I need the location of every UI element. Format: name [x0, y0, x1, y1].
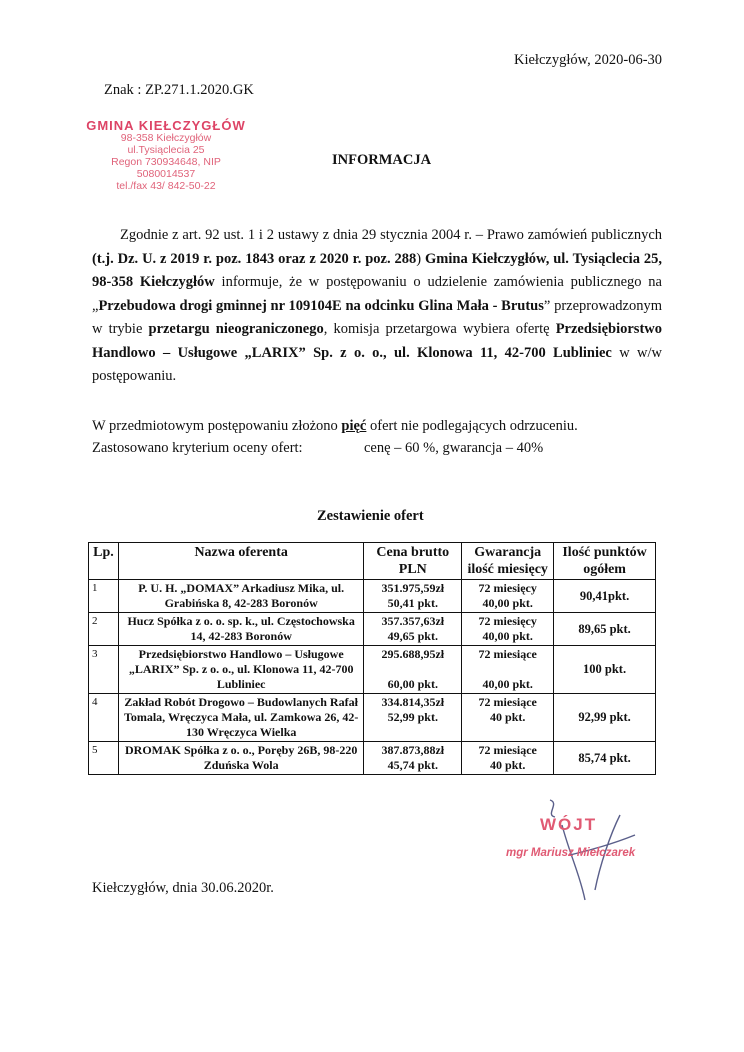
- price-value: 334.814,35zł: [381, 695, 445, 709]
- price-points: 52,99 pkt.: [387, 710, 438, 724]
- price-value: 351.975,59zł: [381, 581, 445, 595]
- header-price: Cena brutto PLN: [364, 543, 462, 580]
- row-warranty: [462, 613, 554, 646]
- offers-table: [88, 542, 656, 775]
- warranty-points: 40,00 pkt.: [482, 596, 533, 610]
- contracting-authority: Gmina Kiełczygłów, ul. Tysiąclecia 25, 98-358 Kiełczygłów: [92, 250, 662, 290]
- warranty-points: 40 pkt.: [490, 758, 526, 772]
- row-name: Zakład Robót Drogowo – Budowlanych Rafał Tomala, Wręczyca Mała, ul. Zamkowa 26, 42-130 Wręczyca Wielka: [118, 694, 363, 742]
- text: , komisja przetargowa wybiera ofertę: [323, 321, 556, 337]
- price-points: 45,74 pkt.: [387, 758, 438, 772]
- text: informuje, że w postępowaniu o udzielenie zamówienia publicznego na „: [92, 274, 662, 314]
- table-row: [89, 613, 656, 646]
- table-row: [89, 742, 656, 775]
- row-name: DROMAK Spółka z o. o., Poręby 26B, 98-220 Zduńska Wola: [118, 742, 363, 775]
- row-total: 100 pkt.: [554, 646, 656, 694]
- signature-title: WÓJT: [540, 815, 598, 834]
- text: ” przeprowadzonym w trybie: [92, 297, 662, 337]
- text: Zgodnie z art. 92 ust. 1 i 2 ustawy z dnia 29 stycznia 2004 r. – Prawo zamówień publicznych: [120, 227, 662, 243]
- price-value: 387.873,88zł: [381, 743, 445, 757]
- row-name: P. U. H. „DOMAX” Arkadiusz Mika, ul. Grabińska 8, 42-283 Boronów: [118, 580, 363, 613]
- row-price: [364, 694, 462, 742]
- row-warranty: [462, 646, 554, 694]
- table-row: [89, 580, 656, 613]
- criteria-value: cenę – 60 %, gwarancja – 40%: [364, 440, 544, 456]
- legal-basis: (t.j. Dz. U. z 2019 r. poz. 1843 oraz z 2020 r. poz. 288: [92, 250, 417, 267]
- header-name: Nazwa oferenta: [118, 543, 363, 580]
- municipality-stamp: [82, 120, 250, 192]
- warranty-value: 72 miesięcy: [478, 581, 537, 595]
- row-lp: 3: [89, 646, 119, 694]
- price-value: 295.688,95zł: [381, 647, 445, 661]
- place-date: Kiełczygłów, 2020-06-30: [514, 52, 663, 68]
- row-price: [364, 613, 462, 646]
- warranty-value: 72 miesiące: [478, 695, 537, 709]
- row-warranty: [462, 742, 554, 775]
- selected-contractor: Przedsiębiorstwo Handlowo – Usługowe „LARIX” Sp. z o. o., ul. Klonowa 11, 42-700 Lubliniec: [92, 321, 662, 361]
- header-lp: Lp.: [89, 543, 119, 580]
- reference-number: Znak : ZP.271.1.2020.GK: [104, 82, 254, 98]
- price-points: 50,41 pkt.: [387, 596, 438, 610]
- text: W przedmiotowym postępowaniu złożono: [92, 418, 342, 434]
- warranty-points: 40,00 pkt.: [482, 629, 533, 643]
- row-total: 89,65 pkt.: [554, 613, 656, 646]
- row-lp: 5: [89, 742, 119, 775]
- criteria-line: [92, 440, 544, 457]
- criteria-label: Zastosowano kryterium oceny ofert:: [92, 440, 303, 456]
- text: w w/w postępowaniu.: [92, 344, 662, 384]
- row-lp: 1: [89, 580, 119, 613]
- row-total: 85,74 pkt.: [554, 742, 656, 775]
- warranty-points: 40 pkt.: [490, 710, 526, 724]
- header-warranty: Gwarancja ilość miesięcy: [462, 543, 554, 580]
- row-warranty: [462, 580, 554, 613]
- contract-name: Przebudowa drogi gminnej nr 109104E na odcinku Glina Mała - Brutus: [98, 297, 544, 314]
- row-price: [364, 580, 462, 613]
- table-title: Zestawienie ofert: [317, 508, 424, 524]
- stamp-line: 98-358 Kiełczygłów: [120, 132, 212, 144]
- row-lp: 4: [89, 694, 119, 742]
- procedure-mode: przetargu nieograniczonego: [148, 321, 324, 337]
- signature-name: mgr Mariusz Miełczarek: [506, 847, 636, 859]
- row-name: Hucz Spółka z o. o. sp. k., ul. Częstochowska 14, 42-283 Boronów: [118, 613, 363, 646]
- stamp-line: tel./fax 43/ 842-50-22: [116, 180, 216, 192]
- price-points: 49,65 pkt.: [387, 629, 438, 643]
- table-row: [89, 646, 656, 694]
- main-paragraph: [92, 224, 662, 389]
- row-price: [364, 742, 462, 775]
- row-warranty: [462, 694, 554, 742]
- row-total: 90,41pkt.: [554, 580, 656, 613]
- price-value: 357.357,63zł: [381, 614, 445, 628]
- offers-paragraph: [92, 418, 662, 434]
- text: ): [416, 250, 425, 267]
- offer-count: pięć: [341, 418, 367, 434]
- warranty-value: 72 miesięcy: [478, 614, 537, 628]
- price-points: 60,00 pkt.: [387, 677, 438, 691]
- warranty-points: 40,00 pkt.: [482, 677, 533, 691]
- stamp-line: Regon 730934648, NIP 5080014537: [111, 156, 221, 180]
- table-row: [89, 694, 656, 742]
- warranty-value: 72 miesiące: [478, 647, 537, 661]
- stamp-line: ul.Tysiąclecia 25: [127, 144, 205, 156]
- row-total: 92,99 pkt.: [554, 694, 656, 742]
- stamp-name: GMINA KIEŁCZYGŁÓW: [86, 118, 246, 133]
- table-header-row: [89, 543, 656, 580]
- footer-date: Kiełczygłów, dnia 30.06.2020r.: [92, 880, 274, 896]
- document-title: INFORMACJA: [332, 152, 432, 168]
- row-lp: 2: [89, 613, 119, 646]
- text: ofert nie podlegających odrzuceniu.: [366, 418, 578, 434]
- header-points: Ilość punktów ogółem: [554, 543, 656, 580]
- warranty-value: 72 miesiące: [478, 743, 537, 757]
- row-price: [364, 646, 462, 694]
- row-name: Przedsiębiorstwo Handlowo – Usługowe „LARIX” Sp. z o. o., ul. Klonowa 11, 42-700 Lubliniec: [118, 646, 363, 694]
